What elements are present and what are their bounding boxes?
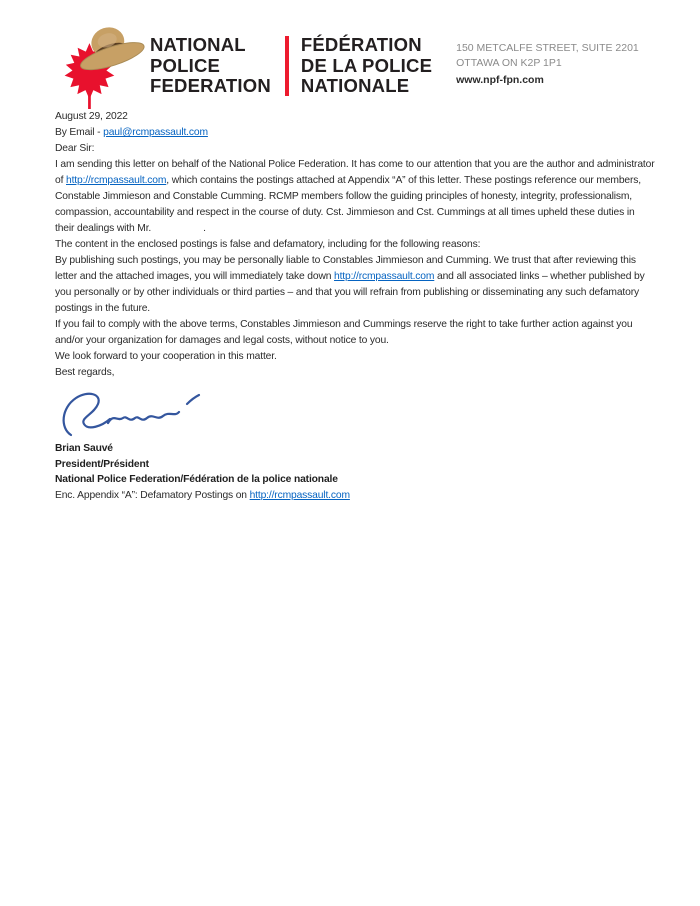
letter-body [55,109,655,504]
org-name-english [150,35,271,97]
org-name-en-line3: FEDERATION [150,75,271,96]
paragraph-5: We look forward to your cooperation in this matter. [55,351,277,362]
website-url: www.npf-fpn.com [456,74,544,86]
signer-name: Brian Sauvé [55,443,113,454]
date-line: August 29, 2022 [55,111,128,122]
paragraph-4: If you fail to comply with the above terms, Constables Jimmieson and Cummings reserve the right to take further action against you and/or your organization for damages and legal costs, without notice to you. [55,319,633,346]
org-name-french [301,35,432,97]
recipient-email-link[interactable]: paul@rcmpassault.com [103,127,208,138]
signer-organization: National Police Federation/Fédération de la police nationale [55,474,338,485]
paragraph-1-text-a: I am sending this letter on behalf of the National Police Federation. It has come to our attention that you are the author and administrator of [55,159,655,186]
npf-logo [50,23,150,109]
delivery-line [55,125,655,141]
signer-title: President/Président [55,458,149,470]
paragraph-2: The content in the enclosed postings is false and defamatory, including for the following reasons: [55,239,481,250]
org-name-en-line2: POLICE [150,54,221,76]
address-line-1: 150 METCALFE STREET, SUITE 2201 [456,42,639,54]
paragraph-1-text-c: . [203,223,206,234]
paragraph-3-text-b: and all associated links – whether published by you personally or by other individuals or third parties – and that you will refrain from publishing or disseminating any such defamatory postings in the future. [55,271,645,314]
paragraph-3 [55,253,655,317]
letterhead-divider [285,36,289,96]
letterhead-address [456,41,639,88]
org-name-fr-line2: DE LA POLICE [300,54,433,76]
delivery-prefix: By Email - [55,127,104,138]
closing-line: Best regards, [55,367,115,378]
rcmpassault-link-2[interactable]: http://rcmpassault.com [334,271,435,282]
salutation: Dear Sir: [55,143,95,154]
org-name-fr-line1: FÉDÉRATION [300,34,422,55]
enclosure-prefix: Enc. Appendix “A”: Defamatory Postings on [55,489,250,501]
org-name-en-line1: NATIONAL [150,34,246,55]
rcmpassault-link-1[interactable]: http://rcmpassault.com [66,175,167,186]
paragraph-1 [55,157,655,237]
paragraph-1-text-b: , which contains the postings attached at Appendix “A” of this letter. These postings reference our members, Constable Jimmieson and Constable Cumming. RCMP members follow the guiding principles of honesty, integrity, professionalism, compassion, accountability and respect in the course of duty. Cst. Jimmieson and Cst. Cummings at all times upheld these duties in their dealings with Mr. [55,175,641,234]
org-name-fr-line3: NATIONALE [300,75,410,96]
paragraph-3-text-a: By publishing such postings, you may be personally liable to Constables Jimmieson and Cumming. We trust that after reviewing this letter and the attached images, you will immediately take down [55,255,636,282]
rcmpassault-link-3[interactable]: http://rcmpassault.com [249,489,350,501]
enclosure-line [55,488,655,504]
signature-image [57,389,222,441]
letterhead [0,0,700,109]
address-line-2: OTTAWA ON K2P 1P1 [456,57,562,69]
